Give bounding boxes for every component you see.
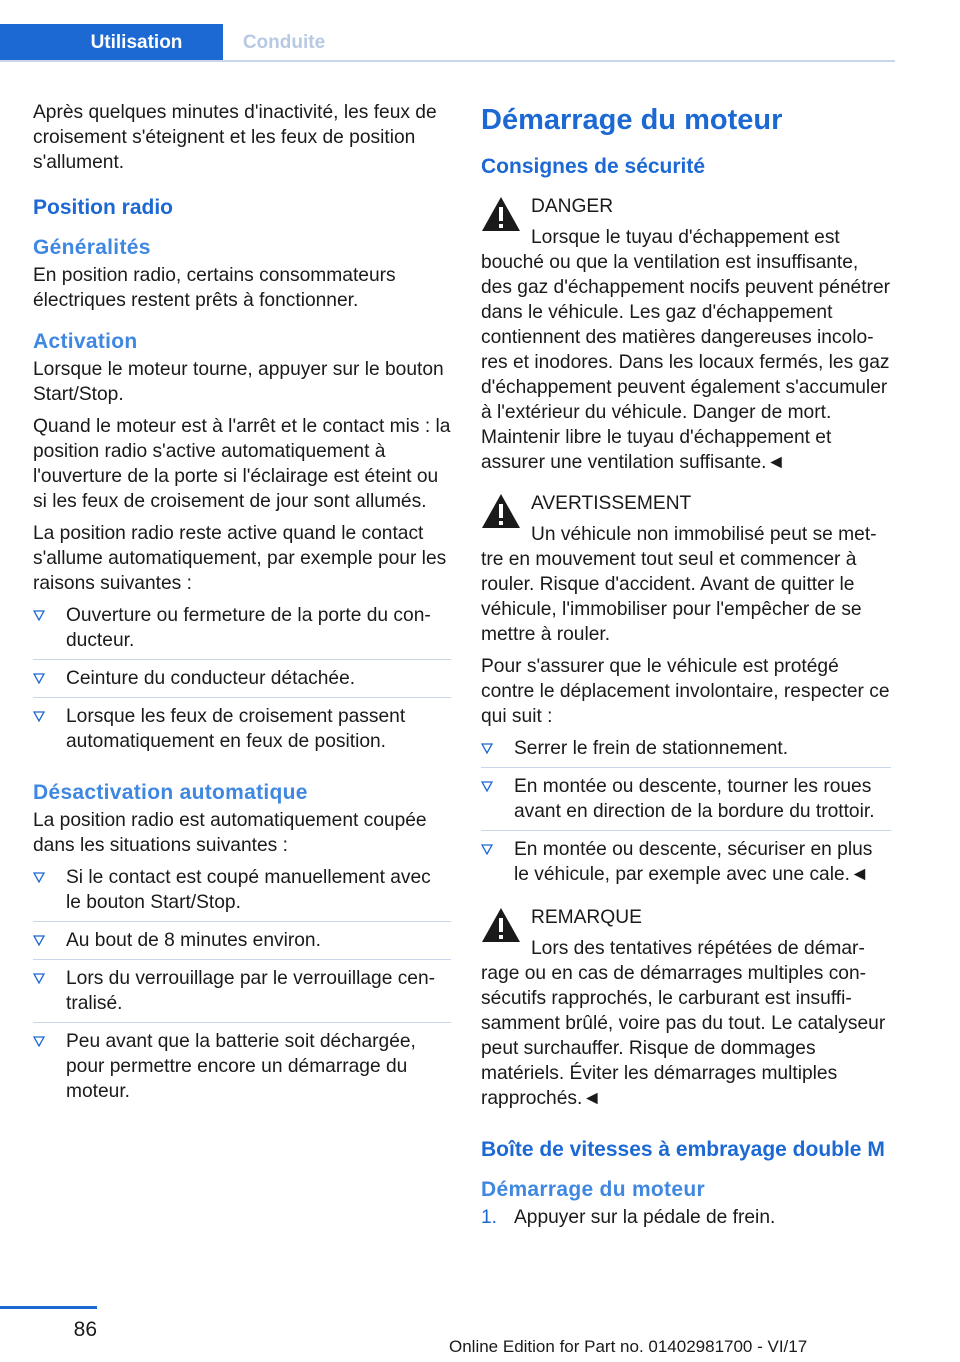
remarque-text: Lors des tentatives répétées de démarrage ou en cas de démarrages multiples consécutifs rapprochés, le carburant est insuffisamment brûlé, voire pas du tout. Le catalyseur peut surchauffer. Risque de dommages matériels. Éviter les démarrages multiples rapprochés.◄ [481,938,886,1109]
list-item: Serrer le frein de stationnement. [481,736,891,768]
triangle-bullet-icon [33,710,45,722]
triangle-bullet-icon [481,843,493,855]
chapter-tabs [0,24,895,62]
remarque-label: REMARQUE [531,907,642,928]
triangle-bullet-icon [33,672,45,684]
list-item: Lors du verrouillage par le verrouillage centralisé. [33,966,451,1023]
section-title-position-radio: Position radio [33,196,174,219]
step-item [481,1205,891,1230]
step-text: Appuyer sur la pédale de frein. [514,1207,776,1228]
tab-utilisation[interactable]: Utilisation [0,24,223,62]
triangle-bullet-icon [481,780,493,792]
activation-paragraph-1: Lorsque le moteur tourne, appuyer sur le bouton Start/Stop. [33,359,444,405]
list-item: Ouverture ou fermeture de la porte du conducteur. [33,603,451,660]
remarque-notice [481,905,891,1111]
triangle-bullet-icon [481,742,493,754]
triangle-bullet-icon [33,972,45,984]
generalites-paragraph: En position radio, certains consommateurs électriques restent prêts à fonctionner. [33,265,396,311]
list-item: Au bout de 8 minutes environ. [33,928,451,960]
list-item: En montée ou descente, tourner les roues avant en direction de la bordure du trottoir. [481,774,891,831]
warning-triangle-icon [481,493,521,529]
danger-text: Lorsque le tuyau d'échappement est bouché ou que la ventilation est insuffisante, des gaz d'échappement nocifs peuvent pénétrer dans le véhicule. Les gaz d'échappement contiennent des matières dangereuses incolores et inodores. Dans les locaux fermés, les gaz d'échappement peuvent également s'accumuler à l'extérieur du véhicule. Danger de mort. Maintenir libre le tuyau d'échappement et assurer une ventilation suffisante.◄ [481,227,891,473]
triangle-bullet-icon [33,871,45,883]
subsection-title-generalites: Généralités [33,236,151,259]
intro-paragraph: Après quelques minutes d'inactivité, les feux de croisement s'éteignent et les feux de position s'allument. [33,102,437,173]
subsection-title-demarrage: Démarrage du moteur [481,1178,705,1201]
tab-conduite[interactable]: Conduite [242,32,326,53]
section-title-boite: Boîte de vitesses à embrayage double M [481,1138,885,1161]
desactivation-list [33,865,451,1110]
header-rule [0,60,895,62]
list-item: Lorsque les feux de croisement passent automatiquement en feux de position. [33,704,451,760]
desactivation-paragraph: La position radio est automatiquement coupée dans les situations suivantes : [33,810,427,856]
danger-label: DANGER [531,196,614,217]
list-item: Si le contact est coupé manuellement avec le bouton Start/Stop. [33,865,451,922]
avertissement-list [481,736,891,893]
warning-triangle-icon [481,907,521,943]
avertissement-notice [481,491,891,647]
activation-paragraph-3: La position radio reste active quand le contact s'allume automatiquement, par exemple pour les raisons suivantes : [33,523,447,594]
edition-note: Online Edition for Part no. 01402981700 - VI/17 [449,1337,808,1356]
step-number: 1. [481,1207,498,1228]
subsection-title-activation: Activation [33,330,138,353]
list-item: Ceinture du conducteur détachée. [33,666,451,698]
list-item: En montée ou descente, sécuriser en plus le véhicule, par exemple avec une cale.◄ [481,837,891,893]
page-number: 86 [73,1318,97,1341]
section-title-consignes: Consignes de sécurité [481,155,706,178]
subsection-title-desactivation: Désactivation automatique [33,781,308,804]
left-column [33,100,451,1118]
triangle-bullet-icon [33,934,45,946]
warning-triangle-icon [481,196,521,232]
footer-rule [0,1306,97,1309]
activation-list [33,603,451,760]
triangle-bullet-icon [33,1035,45,1047]
avertissement-text: Un véhicule non immobilisé peut se mettre en mouvement tout seul et commencer à rouler. Risque d'accident. Avant de quitter le véhicule, l'immobiliser pour l'empêcher de se mettre à rouler. [481,524,877,645]
page-title: Démarrage du moteur [481,104,783,136]
list-item: Peu avant que la batterie soit déchargée, pour permettre encore un démarrage du moteur. [33,1029,451,1110]
activation-paragraph-2: Quand le moteur est à l'arrêt et le contact mis : la position radio s'active automatiquement à l'ouverture de la porte si l'éclairage est éteint ou si les feux de croisement de jour sont allumés. [33,416,451,512]
avertissement-paragraph: Pour s'assurer que le véhicule est protégé contre le déplacement involontaire, respecter ce qui suit : [481,656,890,727]
demarrage-steps [481,1205,891,1230]
avertissement-label: AVERTISSEMENT [531,493,692,514]
right-column [481,100,891,1230]
triangle-bullet-icon [33,609,45,621]
danger-notice [481,194,891,475]
